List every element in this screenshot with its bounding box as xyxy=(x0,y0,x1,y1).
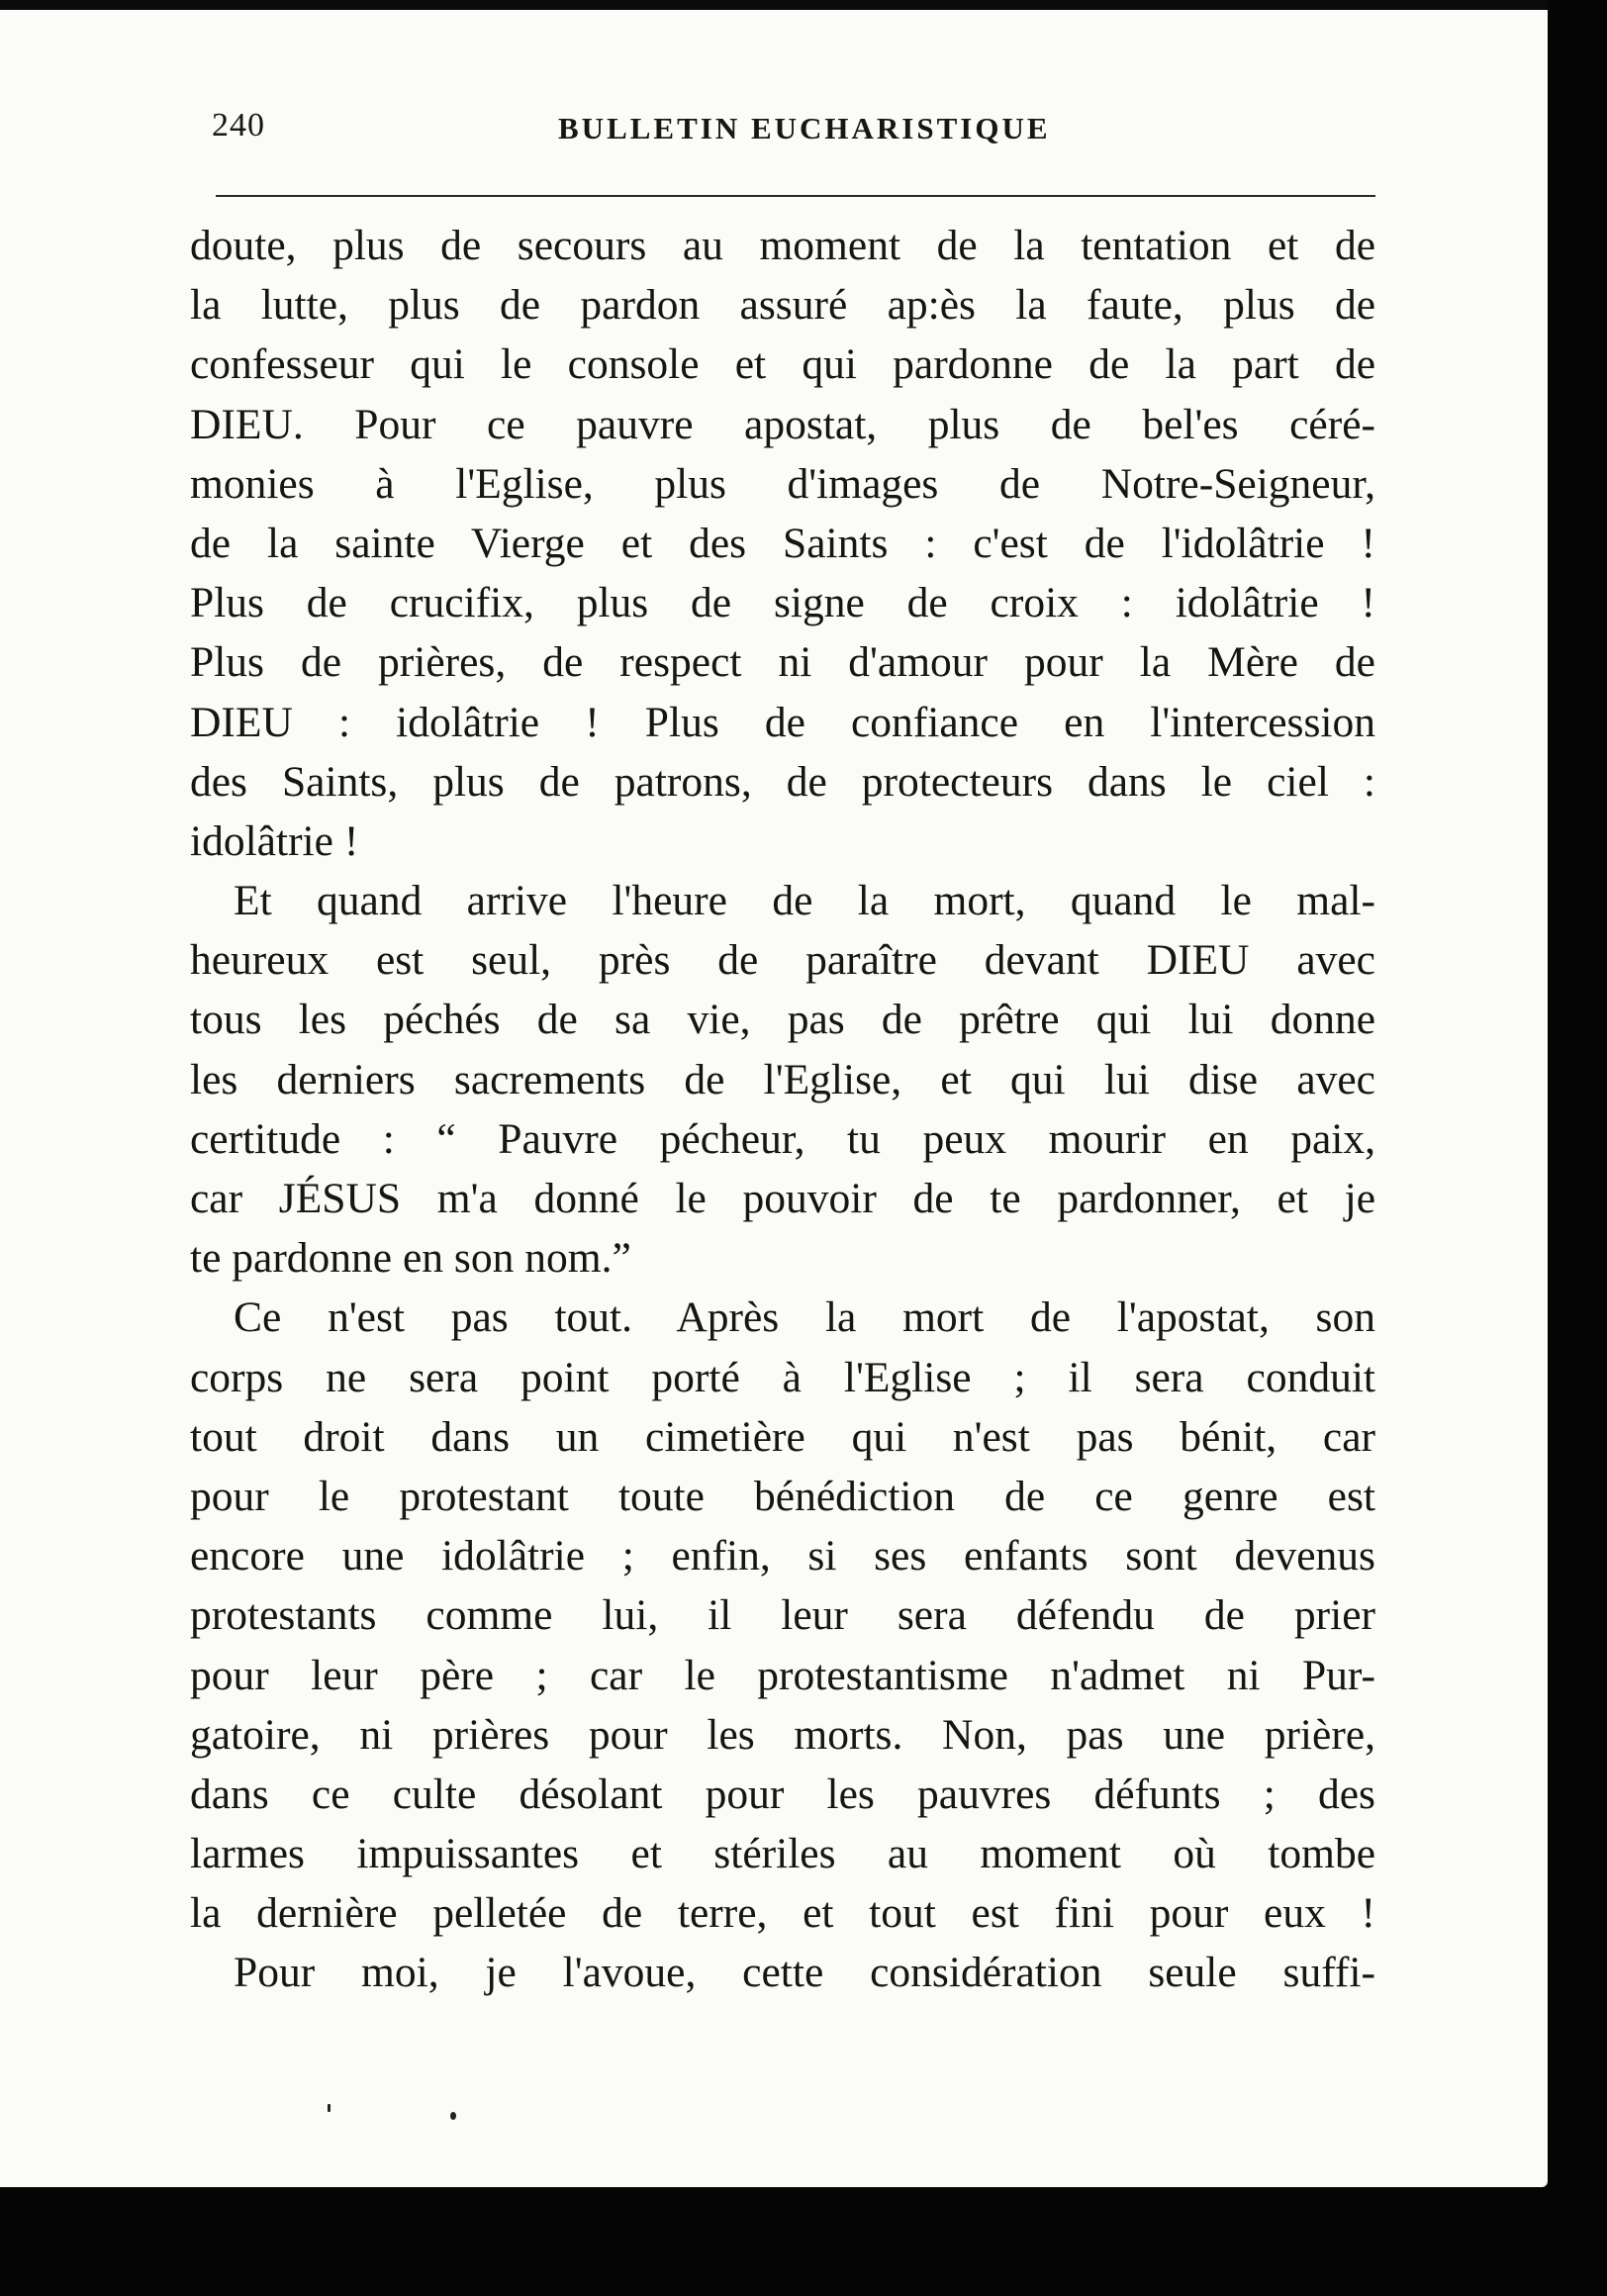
header-rule xyxy=(216,195,1375,197)
text-line: dans ce culte désolant pour les pauvres défunts ; des xyxy=(190,1770,1375,1818)
text-line: des Saints, plus de patrons, de protecteurs dans le ciel : xyxy=(190,757,1375,806)
scan-right-border xyxy=(1548,0,1607,2296)
text-line: Ce n'est pas tout. Après la mort de l'apostat, son xyxy=(234,1293,1375,1342)
text-line: encore une idolâtrie ; enfin, si ses enfants sont devenus xyxy=(190,1532,1375,1580)
ink-speck xyxy=(450,2112,456,2120)
body-text xyxy=(190,216,1375,2003)
text-line: pour le protestant toute bénédiction de ce genre est xyxy=(190,1472,1375,1520)
text-line: DIEU : idolâtrie ! Plus de confiance en l'intercession xyxy=(190,698,1375,746)
running-header xyxy=(212,107,1375,154)
text-line: larmes impuissantes et stériles au moment où tombe xyxy=(190,1830,1375,1878)
text-line: Pour moi, je l'avoue, cette considération seule suffi- xyxy=(234,1949,1375,1997)
text-line: les derniers sacrements de l'Eglise, et qui lui dise avec xyxy=(190,1055,1375,1103)
text-line: DIEU. Pour ce pauvre apostat, plus de bel'es céré- xyxy=(190,400,1375,448)
text-line: car JÉSUS m'a donné le pouvoir de te pardonner, et je xyxy=(190,1175,1375,1222)
text-line: gatoire, ni prières pour les morts. Non, pas une prière, xyxy=(190,1710,1375,1759)
text-line: de la sainte Vierge et des Saints : c'est de l'idolâtrie ! xyxy=(190,519,1375,567)
text-line: certitude : “ Pauvre pécheur, tu peux mourir en paix, xyxy=(190,1114,1375,1163)
text-line: heureux est seul, près de paraître devant DIEU avec xyxy=(190,936,1375,985)
ink-speck xyxy=(328,2104,331,2112)
text-line: protestants comme lui, il leur sera défendu de prier xyxy=(190,1591,1375,1640)
text-line: pour leur père ; car le protestantisme n'admet ni Pur- xyxy=(190,1651,1375,1699)
text-line: tous les péchés de sa vie, pas de prêtre qui lui donne xyxy=(190,996,1375,1044)
text-line: Plus de prières, de respect ni d'amour pour la Mère de xyxy=(190,638,1375,687)
text-line: Plus de crucifix, plus de signe de croix : idolâtrie ! xyxy=(190,579,1375,627)
text-line: confesseur qui le console et qui pardonne de la part de xyxy=(190,340,1375,389)
text-line: tout droit dans un cimetière qui n'est pas bénit, car xyxy=(190,1412,1375,1461)
text-line: la dernière pelletée de terre, et tout est fini pour eux ! xyxy=(190,1889,1375,1938)
scan-bottom-border xyxy=(0,2187,1607,2296)
page-number: 240 xyxy=(212,107,265,144)
text-line: corps ne sera point porté à l'Eglise ; il sera conduit xyxy=(190,1353,1375,1401)
text-line: idolâtrie ! xyxy=(190,816,359,865)
running-title: BULLETIN EUCHARISTIQUE xyxy=(558,111,1051,145)
text-line: Et quand arrive l'heure de la mort, quand le mal- xyxy=(234,877,1375,925)
text-line: doute, plus de secours au moment de la tentation et de xyxy=(190,222,1375,269)
text-line: te pardonne en son nom.” xyxy=(190,1234,631,1283)
text-line: la lutte, plus de pardon assuré ap:ès la faute, plus de xyxy=(190,281,1375,330)
text-line: monies à l'Eglise, plus d'images de Notre-Seigneur, xyxy=(190,459,1375,508)
